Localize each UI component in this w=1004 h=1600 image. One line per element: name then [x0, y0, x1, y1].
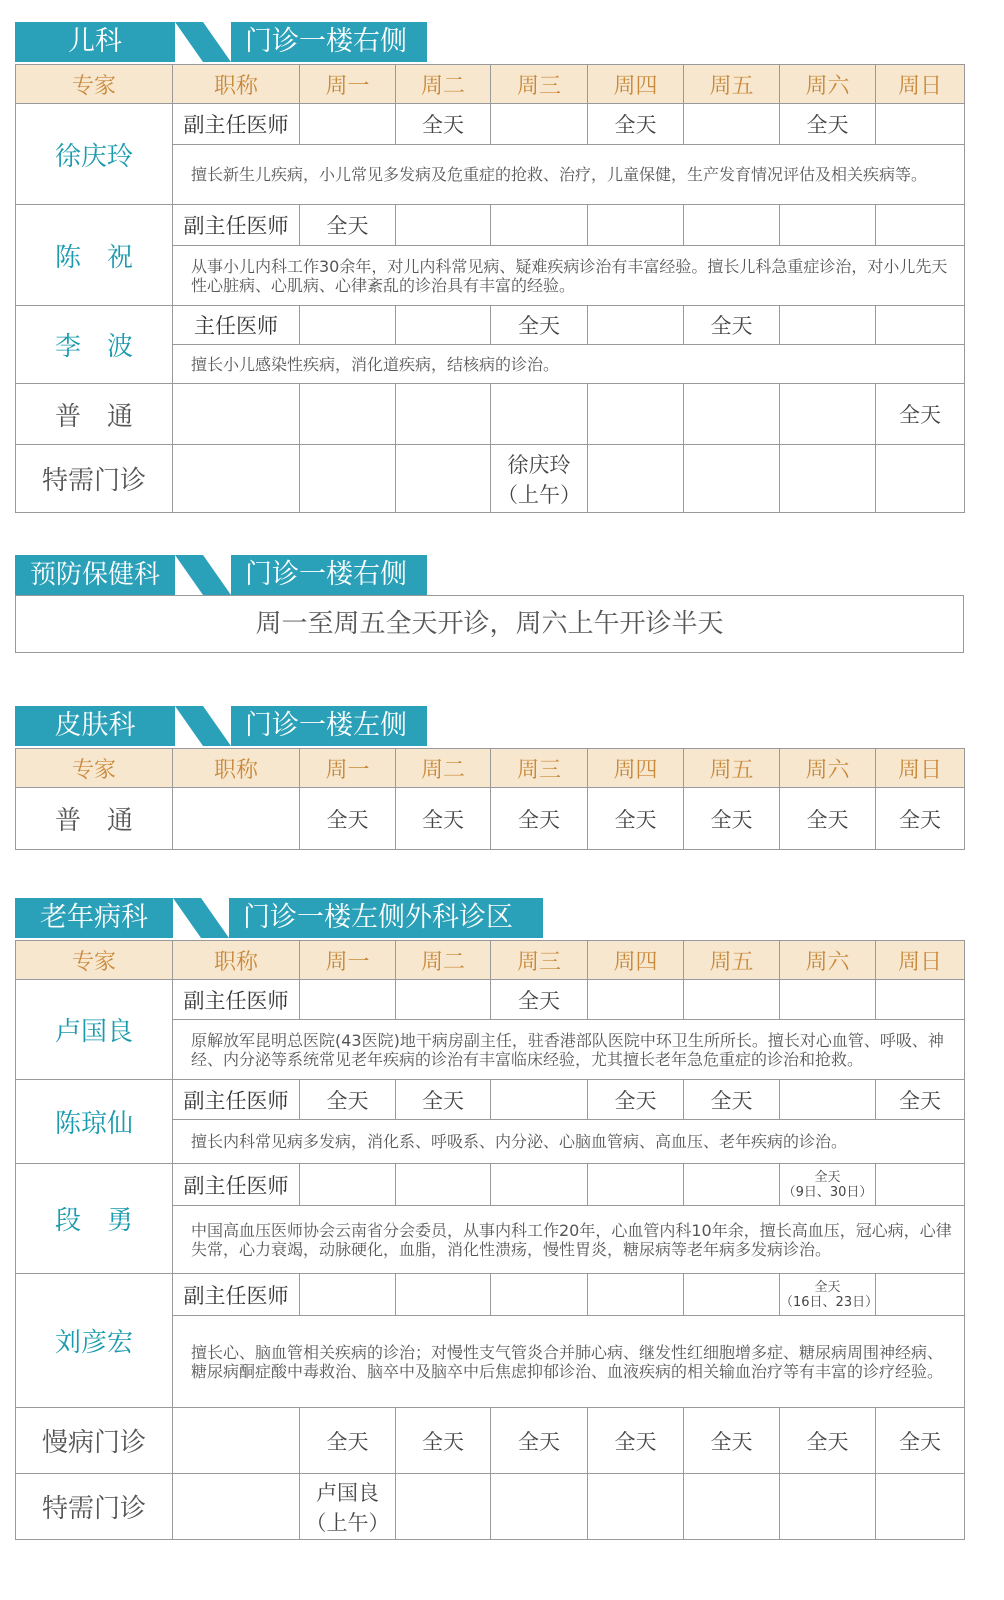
- schedule-cell: [684, 1274, 780, 1316]
- schedule-cell: 全天: [396, 1080, 491, 1120]
- schedule-cell: 全天: [491, 980, 588, 1020]
- schedule-cell: [780, 1164, 876, 1206]
- slash-divider-icon: [175, 555, 231, 595]
- doctor-title: 主任医师: [173, 306, 300, 345]
- table-row: [16, 306, 965, 345]
- schedule-cell: [588, 1274, 684, 1316]
- clinic-name: 普 通: [16, 788, 173, 850]
- col-header-expert: 专家: [16, 749, 173, 788]
- schedule-cell: [588, 306, 684, 345]
- col-header-thu: 周四: [588, 65, 684, 104]
- doctor-name: 陈 祝: [16, 205, 173, 306]
- dept-location: 门诊一楼右侧: [231, 22, 427, 62]
- doctor-name: 徐庆玲: [16, 104, 173, 205]
- table-row: [16, 788, 965, 850]
- col-header-wed: 周三: [491, 941, 588, 980]
- dermatology-header: [15, 704, 964, 746]
- schedule-cell: [491, 384, 588, 445]
- doctor-name: 段 勇: [16, 1164, 173, 1274]
- col-header-sat: 周六: [780, 65, 876, 104]
- schedule-cell: [780, 1080, 876, 1120]
- schedule-cell: 全天: [300, 1080, 396, 1120]
- col-header-sun: 周日: [876, 749, 965, 788]
- pediatrics-header: [15, 20, 964, 62]
- geriatrics-header: [15, 896, 964, 938]
- dept-title: 老年病科: [15, 898, 173, 938]
- schedule-cell: [588, 1164, 684, 1206]
- schedule-cell: 全天: [396, 1408, 491, 1474]
- schedule-cell: [876, 1164, 965, 1206]
- doctor-description: 擅长心、脑血管相关疾病的诊治；对慢性支气管炎合并肺心病、继发性红细胞增多症、糖尿病周围神经病、糖尿病酮症酸中毒救治、脑卒中及脑卒中后焦虑抑郁诊治、血液疾病的相关输血治疗等有丰富的诊疗经验。: [173, 1316, 965, 1408]
- col-header-sun: 周日: [876, 65, 965, 104]
- pediatrics-schedule-table: [15, 64, 965, 513]
- doctor-description: 擅长内科常见病多发病，消化系、呼吸系、内分泌、心脑血管病、高血压、老年疾病的诊治。: [173, 1120, 965, 1164]
- col-header-expert: 专家: [16, 941, 173, 980]
- schedule-cell: [396, 445, 491, 513]
- slash-divider-icon: [173, 898, 229, 938]
- doctor-name: 陈琼仙: [16, 1080, 173, 1164]
- schedule-cell: 全天: [684, 788, 780, 850]
- schedule-cell: [684, 980, 780, 1020]
- schedule-cell: [876, 1274, 965, 1316]
- schedule-cell: 全天: [780, 1408, 876, 1474]
- doctor-title: 副主任医师: [173, 205, 300, 246]
- doctor-name: 刘彦宏: [16, 1274, 173, 1408]
- schedule-cell: [396, 1474, 491, 1540]
- clinic-name: 慢病门诊: [16, 1408, 173, 1474]
- dermatology-schedule-table: [15, 748, 965, 850]
- col-header-sun: 周日: [876, 941, 965, 980]
- col-header-title: 职称: [173, 941, 300, 980]
- schedule-cell: [588, 445, 684, 513]
- col-header-tue: 周二: [396, 941, 491, 980]
- doctor-description: 擅长小儿感染性疾病，消化道疾病，结核病的诊治。: [173, 345, 965, 384]
- schedule-cell: 全天: [300, 788, 396, 850]
- doctor-name: 卢国良: [16, 980, 173, 1080]
- prevention-header: [15, 553, 964, 595]
- schedule-cell: [491, 1474, 588, 1540]
- schedule-cell: [491, 104, 588, 145]
- schedule-cell: 全天: [780, 788, 876, 850]
- schedule-cell: [876, 205, 965, 246]
- schedule-cell: [173, 788, 300, 850]
- col-header-wed: 周三: [491, 65, 588, 104]
- col-header-mon: 周一: [300, 65, 396, 104]
- geriatrics-schedule-table: [15, 940, 965, 1540]
- sat-schedule: 全天: [814, 1169, 841, 1185]
- schedule-cell: [396, 1274, 491, 1316]
- schedule-cell: [876, 104, 965, 145]
- schedule-cell: [780, 384, 876, 445]
- schedule-cell: [780, 306, 876, 345]
- doctor-title: 副主任医师: [173, 1274, 300, 1316]
- schedule-cell: 全天: [684, 1080, 780, 1120]
- schedule-cell: [588, 980, 684, 1020]
- table-row: [16, 445, 965, 513]
- dept-title: 预防保健科: [15, 555, 175, 595]
- doctor-description: 从事小儿内科工作30余年，对儿内科常见病、疑难疾病诊治有丰富经验。擅长儿科急重症诊治，对小儿先天性心脏病、心肌病、心律紊乱的诊治具有丰富的经验。: [173, 246, 965, 306]
- doctor-description: 原解放军昆明总医院(43医院)地干病房副主任，驻香港部队医院中环卫生所所长。擅长对心血管、呼吸、神经、内分泌等系统常见老年疾病的诊治有丰富临床经验，尤其擅长老年急危重症的诊治和抢救。: [173, 1020, 965, 1080]
- table-row: [16, 104, 965, 145]
- prevention-notice: 周一至周五全天开诊，周六上午开诊半天: [15, 595, 964, 653]
- sat-dates: （9日、30日）: [782, 1184, 873, 1200]
- doctor-name: 李 波: [16, 306, 173, 384]
- doctor-title: 副主任医师: [173, 1080, 300, 1120]
- schedule-cell: [780, 980, 876, 1020]
- schedule-cell: [300, 980, 396, 1020]
- schedule-cell: [876, 980, 965, 1020]
- clinic-name: 普 通: [16, 384, 173, 445]
- col-header-mon: 周一: [300, 941, 396, 980]
- col-header-sat: 周六: [780, 941, 876, 980]
- schedule-cell: [588, 1474, 684, 1540]
- schedule-cell: [300, 104, 396, 145]
- col-header-fri: 周五: [684, 749, 780, 788]
- schedule-cell: 全天: [876, 1408, 965, 1474]
- schedule-cell: [876, 1474, 965, 1540]
- schedule-cell: [684, 1474, 780, 1540]
- schedule-cell: [684, 104, 780, 145]
- col-header-tue: 周二: [396, 65, 491, 104]
- schedule-cell: [780, 205, 876, 246]
- schedule-cell: [684, 384, 780, 445]
- special-doctor: 卢国良: [316, 1480, 379, 1505]
- schedule-cell: [491, 205, 588, 246]
- table-header-row: [16, 941, 965, 980]
- dept-title: 儿科: [15, 22, 175, 62]
- doctor-description: 擅长新生儿疾病，小儿常见多发病及危重症的抢救、治疗，儿童保健，生产发育情况评估及相关疾病等。: [173, 145, 965, 205]
- schedule-cell: [588, 384, 684, 445]
- schedule-cell: 全天: [780, 104, 876, 145]
- schedule-cell: [396, 1164, 491, 1206]
- schedule-cell: [684, 445, 780, 513]
- col-header-fri: 周五: [684, 941, 780, 980]
- schedule-cell: [300, 1164, 396, 1206]
- schedule-cell: [684, 205, 780, 246]
- schedule-cell: [173, 445, 300, 513]
- schedule-cell: [780, 1474, 876, 1540]
- col-header-sat: 周六: [780, 749, 876, 788]
- schedule-cell: [491, 1274, 588, 1316]
- schedule-cell: 全天: [684, 306, 780, 345]
- col-header-title: 职称: [173, 749, 300, 788]
- dept-location: 门诊一楼左侧外科诊区: [229, 898, 543, 938]
- col-header-mon: 周一: [300, 749, 396, 788]
- schedule-cell: 全天: [491, 1408, 588, 1474]
- schedule-cell: 全天: [876, 1080, 965, 1120]
- schedule-cell: 全天: [396, 104, 491, 145]
- col-header-fri: 周五: [684, 65, 780, 104]
- table-row: [16, 1474, 965, 1540]
- schedule-cell: [684, 1164, 780, 1206]
- slash-divider-icon: [175, 706, 231, 746]
- schedule-cell: 全天: [396, 788, 491, 850]
- table-row: [16, 1080, 965, 1120]
- schedule-cell: [491, 445, 588, 513]
- col-header-thu: 周四: [588, 749, 684, 788]
- col-header-title: 职称: [173, 65, 300, 104]
- schedule-cell: 全天: [588, 788, 684, 850]
- schedule-cell: [300, 384, 396, 445]
- schedule-cell: 全天: [876, 384, 965, 445]
- special-time: （上午）: [497, 482, 581, 507]
- clinic-name: 特需门诊: [16, 445, 173, 513]
- schedule-cell: [300, 1474, 396, 1540]
- schedule-cell: 全天: [300, 1408, 396, 1474]
- doctor-description: 中国高血压医师协会云南省分会委员，从事内科工作20年，心血管内科10年余，擅长高血压，冠心病，心律失常，心力衰竭，动脉硬化，血脂，消化性溃疡，慢性胃炎，糖尿病等老年病多发病诊治。: [173, 1206, 965, 1274]
- table-row: [16, 205, 965, 246]
- dept-location: 门诊一楼右侧: [231, 555, 427, 595]
- dept-title: 皮肤科: [15, 706, 175, 746]
- schedule-cell: [396, 306, 491, 345]
- clinic-name: 特需门诊: [16, 1474, 173, 1540]
- doctor-title: 副主任医师: [173, 1164, 300, 1206]
- schedule-cell: 全天: [491, 788, 588, 850]
- table-header-row: [16, 65, 965, 104]
- schedule-cell: 全天: [588, 1080, 684, 1120]
- table-row: [16, 384, 965, 445]
- schedule-cell: 全天: [588, 104, 684, 145]
- slash-divider-icon: [175, 22, 231, 62]
- col-header-wed: 周三: [491, 749, 588, 788]
- schedule-cell: 全天: [491, 306, 588, 345]
- schedule-cell: [300, 445, 396, 513]
- schedule-cell: [300, 1274, 396, 1316]
- schedule-cell: [173, 1408, 300, 1474]
- table-row: [16, 1274, 965, 1316]
- schedule-cell: [588, 205, 684, 246]
- schedule-cell: [173, 384, 300, 445]
- table-row: [16, 980, 965, 1020]
- schedule-cell: [173, 1474, 300, 1540]
- table-header-row: [16, 749, 965, 788]
- schedule-cell: 全天: [300, 205, 396, 246]
- schedule-cell: [780, 1274, 879, 1316]
- col-header-tue: 周二: [396, 749, 491, 788]
- schedule-cell: 全天: [876, 788, 965, 850]
- dept-location: 门诊一楼左侧: [231, 706, 427, 746]
- doctor-title: 副主任医师: [173, 104, 300, 145]
- sat-schedule: 全天: [814, 1279, 841, 1295]
- schedule-cell: [876, 445, 965, 513]
- schedule-cell: [491, 1164, 588, 1206]
- doctor-title: 副主任医师: [173, 980, 300, 1020]
- schedule-cell: 全天: [684, 1408, 780, 1474]
- schedule-cell: [396, 384, 491, 445]
- schedule-cell: 全天: [588, 1408, 684, 1474]
- schedule-cell: [491, 1080, 588, 1120]
- col-header-thu: 周四: [588, 941, 684, 980]
- table-row: [16, 1164, 965, 1206]
- sat-dates: （16日、23日）: [780, 1294, 879, 1310]
- special-doctor: 徐庆玲: [507, 452, 571, 477]
- special-time: （上午）: [305, 1510, 390, 1535]
- schedule-cell: [876, 306, 965, 345]
- col-header-expert: 专家: [16, 65, 173, 104]
- schedule-cell: [396, 980, 491, 1020]
- schedule-cell: [780, 445, 876, 513]
- schedule-cell: [396, 205, 491, 246]
- table-row: [16, 1408, 965, 1474]
- schedule-cell: [300, 306, 396, 345]
